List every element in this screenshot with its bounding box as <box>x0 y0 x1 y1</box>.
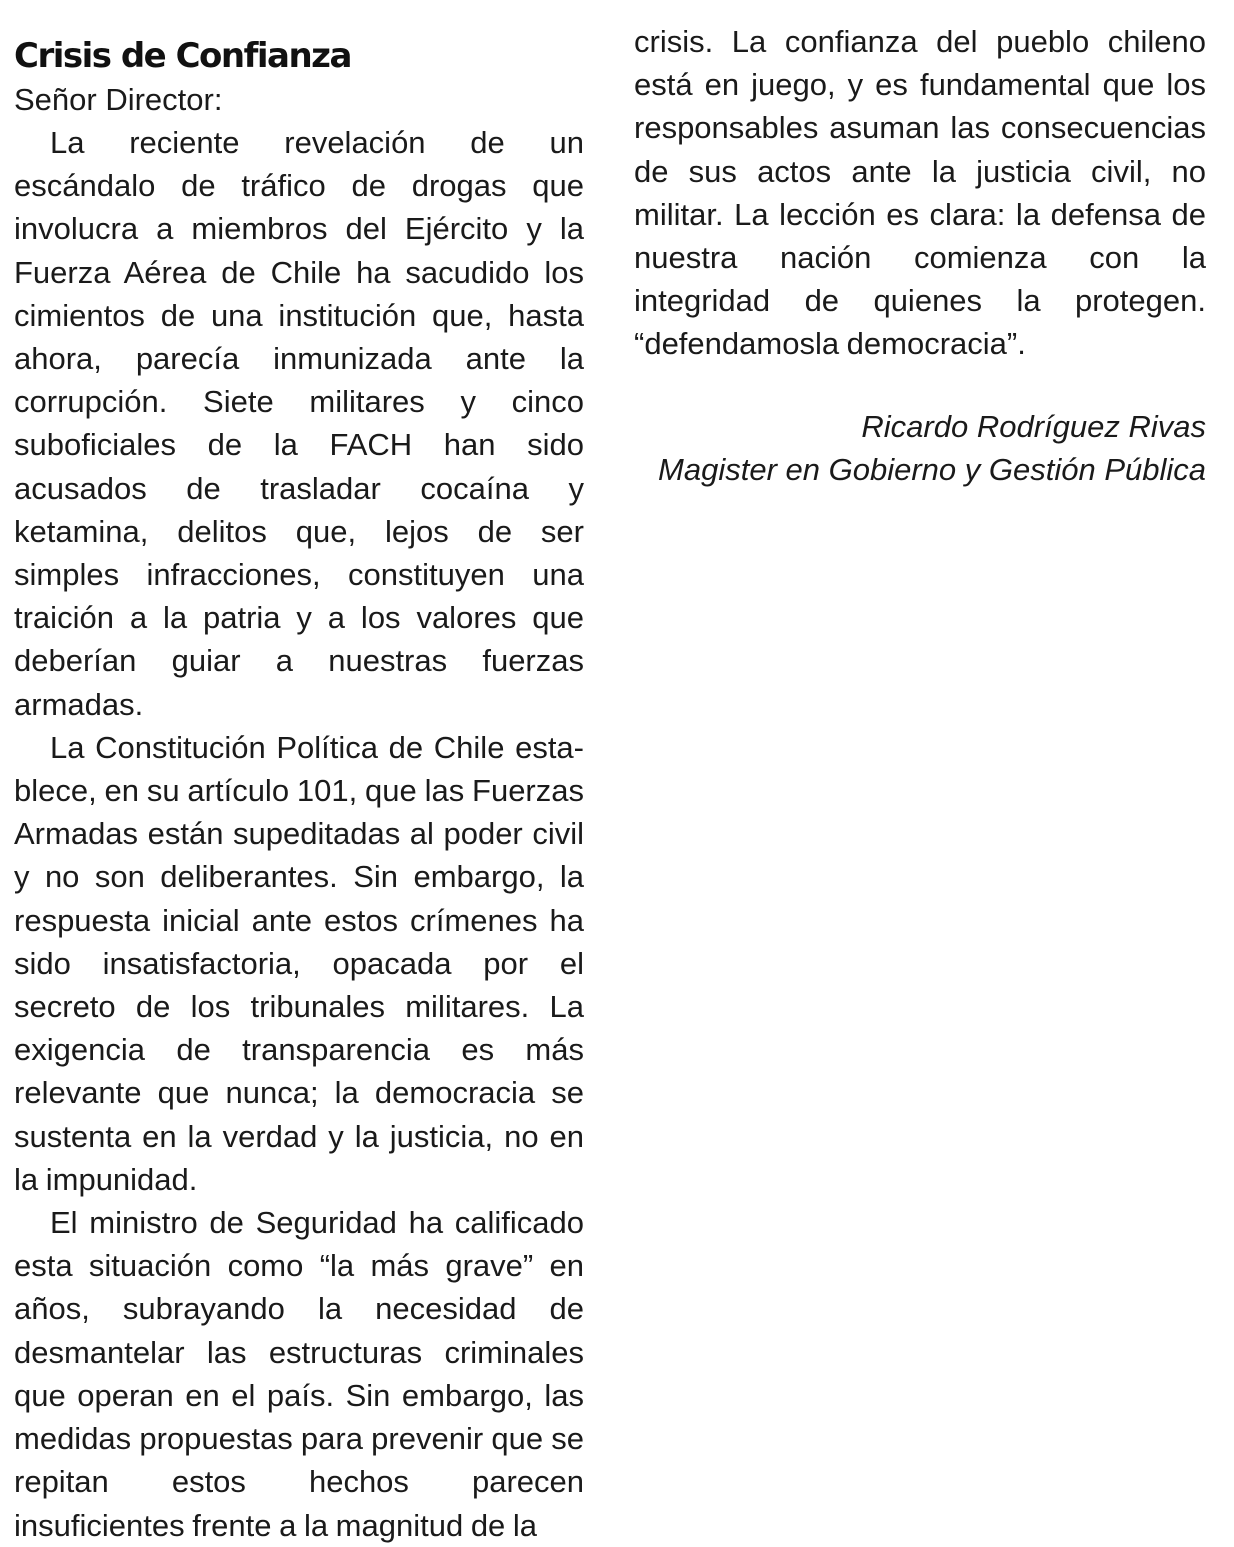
author-credential: Magister en Gobierno y Gestión Pública <box>658 451 1206 487</box>
author-name: Ricardo Rodríguez Rivas <box>861 408 1206 444</box>
letter-title: Crisis de Confianza <box>14 36 351 76</box>
paragraph-1: La reciente revelación de un escándalo de tráfico de drogas que involucra a miembros del Ejército y la Fuerza Aérea de Chile ha sacudido los cimientos de una institución que, hasta ahora, parecía inmunizada ante la corrupción. Siete militares y cinco suboficiales de la FACH han sido acusados de trasladar cocaína y ketamina, delitos que, lejos de ser simples infracciones, constituyen una traición a la patria y a los valores que deberían guiar a nuestras fuerzas armadas. <box>14 125 584 722</box>
paragraph-3-continuation: crisis. La confianza del pueblo chileno está en juego, y es fundamental que los responsables asuman las consecuencias de sus actos ante la justicia civil, no militar. La lección es clara: la defensa de nuestra nación comienza con la integridad de quienes la protegen. “defendamosla democracia”. <box>634 24 1206 362</box>
left-column <box>14 34 584 1547</box>
paragraph-3: El ministro de Seguridad ha calificado esta situación como “la más grave” en años, subrayando la necesidad de desmantelar las estructuras criminales que operan en el país. Sin embargo, las medidas propuestas para prevenir que se repitan estos hechos parecen insuficientes frente a la magnitud de la <box>14 1205 584 1543</box>
right-column <box>634 20 1206 491</box>
salutation: Señor Director: <box>14 82 223 117</box>
signature-block <box>634 405 1206 491</box>
paragraph-2: La Constitución Política de Chile establece, en su artículo 101, que las Fuerzas Armadas están supeditadas al poder civil y no son deliberantes. Sin embargo, la respuesta inicial ante estos crímenes ha sido insatisfactoria, opacada por el secreto de los tribunales militares. La exigencia de transparencia es más relevante que nunca; la democracia se sustenta en la verdad y la justicia, no en la impunidad. <box>14 729 584 1197</box>
